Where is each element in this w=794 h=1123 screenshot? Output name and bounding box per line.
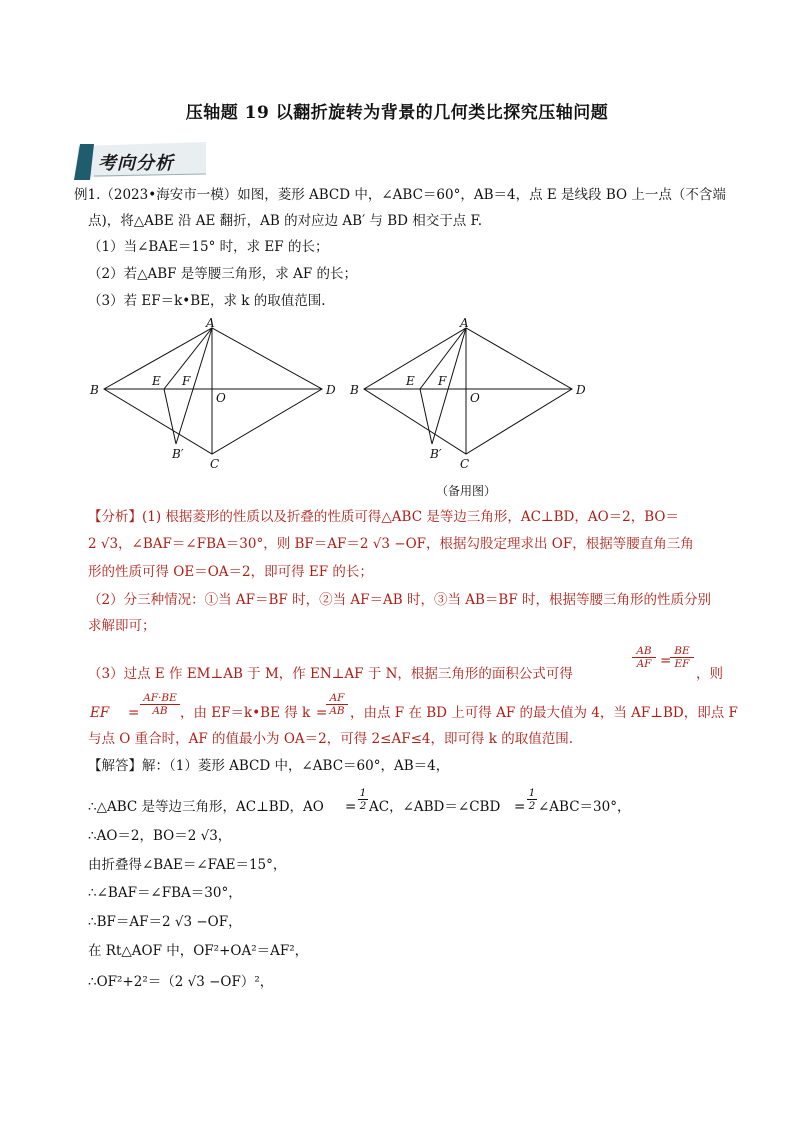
- page-title: 压轴题 19 以翻折旋转为背景的几何类比探究压轴问题: [185, 103, 609, 123]
- label-A: A: [206, 316, 215, 330]
- equals-sign: =: [514, 799, 526, 815]
- analysis-line7-mid: ，由 EF＝k•BE 得 k: [180, 705, 311, 721]
- question-3: （3）若 EF＝k•BE，求 k 的取值范围.: [88, 293, 326, 309]
- label-O: O: [216, 391, 226, 405]
- solution-line1: 【解答】解：（1）菱形 ABCD 中，∠ABC＝60°，AB＝4，: [88, 758, 450, 774]
- solution-line5: ∴∠BAF＝∠FBA＝30°，: [88, 885, 242, 901]
- equals-sign: =: [128, 705, 140, 721]
- analysis-line7-ef: EF: [90, 705, 110, 721]
- fraction-half: [358, 787, 368, 812]
- label-B: B: [90, 383, 99, 397]
- fraction-numerator: AB: [636, 645, 652, 657]
- fraction-af-ab: [326, 692, 348, 717]
- solution-line7: 在 Rt△AOF 中，OF²+OA²＝AF²，: [88, 943, 309, 959]
- label-A: A: [460, 316, 469, 330]
- fraction-numerator: BE: [674, 645, 690, 657]
- solution-line4: 由折叠得∠BAE＝∠FAE＝15°，: [88, 857, 287, 873]
- analysis-line3: 形的性质可得 OE＝OA＝2，即可得 EF 的长；: [88, 564, 373, 580]
- fraction-half: [527, 787, 537, 812]
- analysis-line1: 【分析】(1) 根据菱形的性质以及折叠的性质可得△ABC 是等边三角形，AC⊥BD，AO＝2，BO＝: [88, 509, 679, 525]
- question-2: （2）若△ABF 是等腰三角形，求 AF 的长；: [88, 266, 357, 282]
- fraction-denominator: AB: [326, 704, 348, 717]
- analysis-line5: 求解即可；: [88, 618, 156, 634]
- question-1: （1）当∠BAE＝15° 时，求 EF 的长；: [88, 239, 329, 255]
- fraction-numerator: 1: [528, 787, 536, 799]
- equals-sign: =: [316, 705, 328, 721]
- label-F: F: [182, 374, 191, 388]
- label-D: D: [326, 383, 336, 397]
- label-C: C: [460, 457, 470, 471]
- equals-sign: =: [345, 799, 357, 815]
- equals-sign: =: [660, 653, 672, 669]
- label-B: B: [350, 383, 359, 397]
- analysis-line4: （2）分三种情况：①当 AF＝BF 时，②当 AF＝AB 时，③当 AB＝BF 时，根据等腰三角形的性质分别: [88, 592, 711, 608]
- problem-intro-line1: 例1.（2023•海安市一模）如图，菱形 ABCD 中，∠ABC＝60°，AB＝4，点 E 是线段 BO 上一点（不含端: [74, 187, 726, 203]
- analysis-line8: 与点 O 重合时，AF 的值最小为 OA＝2，可得 2≤AF≤4，即可得 k 的取值范围.: [88, 731, 574, 747]
- fraction-afbe-ab: [140, 692, 180, 717]
- solution-line6: ∴BF＝AF＝2 √3 −OF，: [88, 914, 242, 930]
- fraction-numerator: AF·BE: [143, 692, 177, 704]
- label-E: E: [406, 374, 415, 388]
- solution-line3: ∴AO＝2，BO＝2 √3，: [88, 828, 232, 844]
- label-B-prime: B′: [430, 447, 442, 461]
- fraction-denominator: AF: [632, 657, 656, 670]
- analysis-line7-tail: ，由点 F 在 BD 上可得 AF 的最大值为 4，当 AF⊥BD，即点 F: [350, 705, 738, 721]
- fraction-denominator: AB: [140, 704, 180, 717]
- problem-intro-line2: 点)，将△ABE 沿 AE 翻折，AB 的对应边 AB′ 与 BD 相交于点 F.: [88, 213, 483, 229]
- fraction-denominator: 2: [359, 800, 367, 812]
- solution-line2-b: AC，∠ABD＝∠CBD: [369, 799, 501, 815]
- analysis-line2: 2 √3，∠BAF＝∠FBA＝30°，则 BF＝AF＝2 √3 −OF，根据勾股定理求出 OF，根据等腰直角三角: [88, 536, 694, 552]
- analysis-line6-tail: ，则: [696, 666, 723, 682]
- label-E: E: [152, 374, 161, 388]
- banner-label: 考向分析: [98, 153, 174, 174]
- solution-line8: ∴OF²+2²＝（2 √3 −OF）²，: [88, 974, 274, 990]
- rhombus-figure-spare: [346, 316, 606, 472]
- section-banner: [72, 140, 208, 180]
- figure-caption: （备用图）: [436, 484, 497, 498]
- rhombus-figure-main: [86, 316, 346, 472]
- fraction-be-ef: [670, 645, 694, 670]
- fraction-ab-af: [632, 645, 656, 670]
- solution-line2-a: ∴△ABC 是等边三角形，AC⊥BD，AO: [88, 799, 324, 815]
- label-B-prime: B′: [172, 447, 184, 461]
- solution-line2-c: ∠ABC＝30°，: [538, 799, 631, 815]
- fraction-numerator: AF: [329, 692, 345, 704]
- label-O: O: [470, 391, 480, 405]
- fraction-denominator: 2: [528, 800, 536, 812]
- label-F: F: [438, 374, 447, 388]
- analysis-line6: （3）过点 E 作 EM⊥AB 于 M，作 EN⊥AF 于 N，根据三角形的面积公式可得: [88, 666, 573, 682]
- label-D: D: [576, 383, 586, 397]
- label-C: C: [210, 457, 220, 471]
- fraction-denominator: EF: [670, 657, 694, 670]
- fraction-numerator: 1: [359, 787, 367, 799]
